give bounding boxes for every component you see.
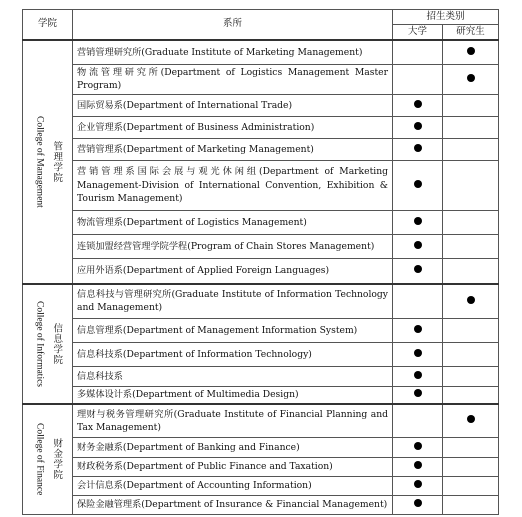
college-cell xyxy=(23,404,73,514)
table-row xyxy=(23,284,499,318)
department-name: 信息科技与管理研究所(Graduate Institute of Information Technology and Management) xyxy=(73,284,393,318)
table-row xyxy=(23,386,499,404)
header-row xyxy=(23,10,499,25)
graduate-mark xyxy=(443,476,499,495)
graduate-mark xyxy=(443,65,499,95)
college-cell xyxy=(23,284,73,404)
department-name: 保险金融管理系(Department of Insurance & Financial Management) xyxy=(73,495,393,514)
table-row xyxy=(23,495,499,514)
enrolled-dot-icon xyxy=(414,217,422,225)
department-name: 财务金融系(Department of Banking and Finance) xyxy=(73,437,393,457)
college-name-en: College of Finance xyxy=(34,423,45,496)
department-name: 营销管理研究所(Graduate Institute of Marketing Management) xyxy=(73,40,393,65)
enrolled-dot-icon xyxy=(414,461,422,469)
undergrad-mark xyxy=(393,476,443,495)
department-name: 物流管理系(Department of Logistics Management) xyxy=(73,210,393,234)
graduate-mark xyxy=(443,160,499,210)
college-label xyxy=(23,423,72,495)
enrolled-dot-icon xyxy=(414,265,422,273)
header-undergrad: 大学 xyxy=(393,24,443,39)
table-row xyxy=(23,318,499,342)
undergrad-mark xyxy=(393,40,443,65)
undergrad-mark xyxy=(393,342,443,366)
table-row xyxy=(23,366,499,386)
department-name: 理财与税务管理研究所(Graduate Institute of Financial Planning and Tax Management) xyxy=(73,404,393,437)
table-row xyxy=(23,476,499,495)
undergrad-mark xyxy=(393,116,443,138)
table-row xyxy=(23,404,499,437)
college-name-zh: 财金学院 xyxy=(51,438,63,481)
department-name: 国际贸易系(Department of International Trade) xyxy=(73,94,393,116)
table-row xyxy=(23,258,499,284)
table-row xyxy=(23,65,499,95)
department-name: 应用外语系(Department of Applied Foreign Languages) xyxy=(73,258,393,284)
department-name: 企业管理系(Department of Business Administration) xyxy=(73,116,393,138)
undergrad-mark xyxy=(393,138,443,160)
department-name: 信息科技系 xyxy=(73,366,393,386)
graduate-mark xyxy=(443,318,499,342)
enrolled-dot-icon xyxy=(414,442,422,450)
undergrad-mark xyxy=(393,404,443,437)
graduate-mark xyxy=(443,40,499,65)
enrolled-dot-icon xyxy=(414,371,422,379)
graduate-mark xyxy=(443,258,499,284)
table-row xyxy=(23,116,499,138)
enrolled-dot-icon xyxy=(414,325,422,333)
table-row xyxy=(23,457,499,476)
undergrad-mark xyxy=(393,318,443,342)
undergrad-mark xyxy=(393,386,443,404)
undergrad-mark xyxy=(393,160,443,210)
department-name: 营销管理系国际会展与观光休闲组(Department of Marketing Management-Division of International Convention, Exhibition & Tourism Management) xyxy=(73,160,393,210)
enrolled-dot-icon xyxy=(414,180,422,188)
department-name: 信息管理系(Department of Management Information System) xyxy=(73,318,393,342)
college-name-en: College of Informatics xyxy=(34,301,45,388)
table-row xyxy=(23,342,499,366)
enrolled-dot-icon xyxy=(414,480,422,488)
college-name-zh: 管理学院 xyxy=(51,140,63,183)
table-body xyxy=(23,10,499,515)
enrolled-dot-icon xyxy=(467,296,475,304)
enrolled-dot-icon xyxy=(414,144,422,152)
undergrad-mark xyxy=(393,210,443,234)
undergrad-mark xyxy=(393,94,443,116)
enrolled-dot-icon xyxy=(414,100,422,108)
enrolled-dot-icon xyxy=(414,349,422,357)
table-row xyxy=(23,234,499,258)
enrolled-dot-icon xyxy=(467,47,475,55)
college-label xyxy=(23,116,72,208)
college-name-en: College of Management xyxy=(34,115,45,208)
enrolled-dot-icon xyxy=(414,241,422,249)
enrolled-dot-icon xyxy=(414,499,422,507)
graduate-mark xyxy=(443,495,499,514)
graduate-mark xyxy=(443,386,499,404)
header-department: 系所 xyxy=(73,10,393,40)
department-name: 物流管理研究所(Department of Logistics Management Master Program) xyxy=(73,65,393,95)
graduate-mark xyxy=(443,210,499,234)
undergrad-mark xyxy=(393,366,443,386)
undergrad-mark xyxy=(393,495,443,514)
graduate-mark xyxy=(443,284,499,318)
department-name: 连锁加盟经营管理学院学程(Program of Chain Stores Management) xyxy=(73,234,393,258)
graduate-mark xyxy=(443,138,499,160)
graduate-mark xyxy=(443,366,499,386)
department-name: 财政税务系(Department of Public Finance and Taxation) xyxy=(73,457,393,476)
table-row xyxy=(23,40,499,65)
graduate-mark xyxy=(443,116,499,138)
college-cell xyxy=(23,40,73,285)
enrolled-dot-icon xyxy=(414,389,422,397)
undergrad-mark xyxy=(393,437,443,457)
undergrad-mark xyxy=(393,457,443,476)
table-row xyxy=(23,210,499,234)
table-row xyxy=(23,437,499,457)
header-graduate: 研究生 xyxy=(443,24,499,39)
undergrad-mark xyxy=(393,258,443,284)
undergrad-mark xyxy=(393,65,443,95)
graduate-mark xyxy=(443,437,499,457)
department-name: 信息科技系(Department of Information Technology) xyxy=(73,342,393,366)
graduate-mark xyxy=(443,342,499,366)
enrolled-dot-icon xyxy=(467,415,475,423)
graduate-mark xyxy=(443,234,499,258)
table-row xyxy=(23,94,499,116)
department-name: 营销管理系(Department of Marketing Management) xyxy=(73,138,393,160)
undergrad-mark xyxy=(393,284,443,318)
header-college: 学院 xyxy=(23,10,73,40)
graduate-mark xyxy=(443,404,499,437)
enrolled-dot-icon xyxy=(467,74,475,82)
graduate-mark xyxy=(443,457,499,476)
table-row xyxy=(23,160,499,210)
table-row xyxy=(23,138,499,160)
department-name: 会计信息系(Department of Accounting Information) xyxy=(73,476,393,495)
enrolled-dot-icon xyxy=(414,122,422,130)
enrollment-table xyxy=(22,9,499,515)
header-enrollment: 招生类别 xyxy=(393,10,499,25)
college-name-zh: 信息学院 xyxy=(51,323,63,366)
undergrad-mark xyxy=(393,234,443,258)
department-name: 多媒体设计系(Department of Multimedia Design) xyxy=(73,386,393,404)
graduate-mark xyxy=(443,94,499,116)
college-label xyxy=(23,301,72,387)
